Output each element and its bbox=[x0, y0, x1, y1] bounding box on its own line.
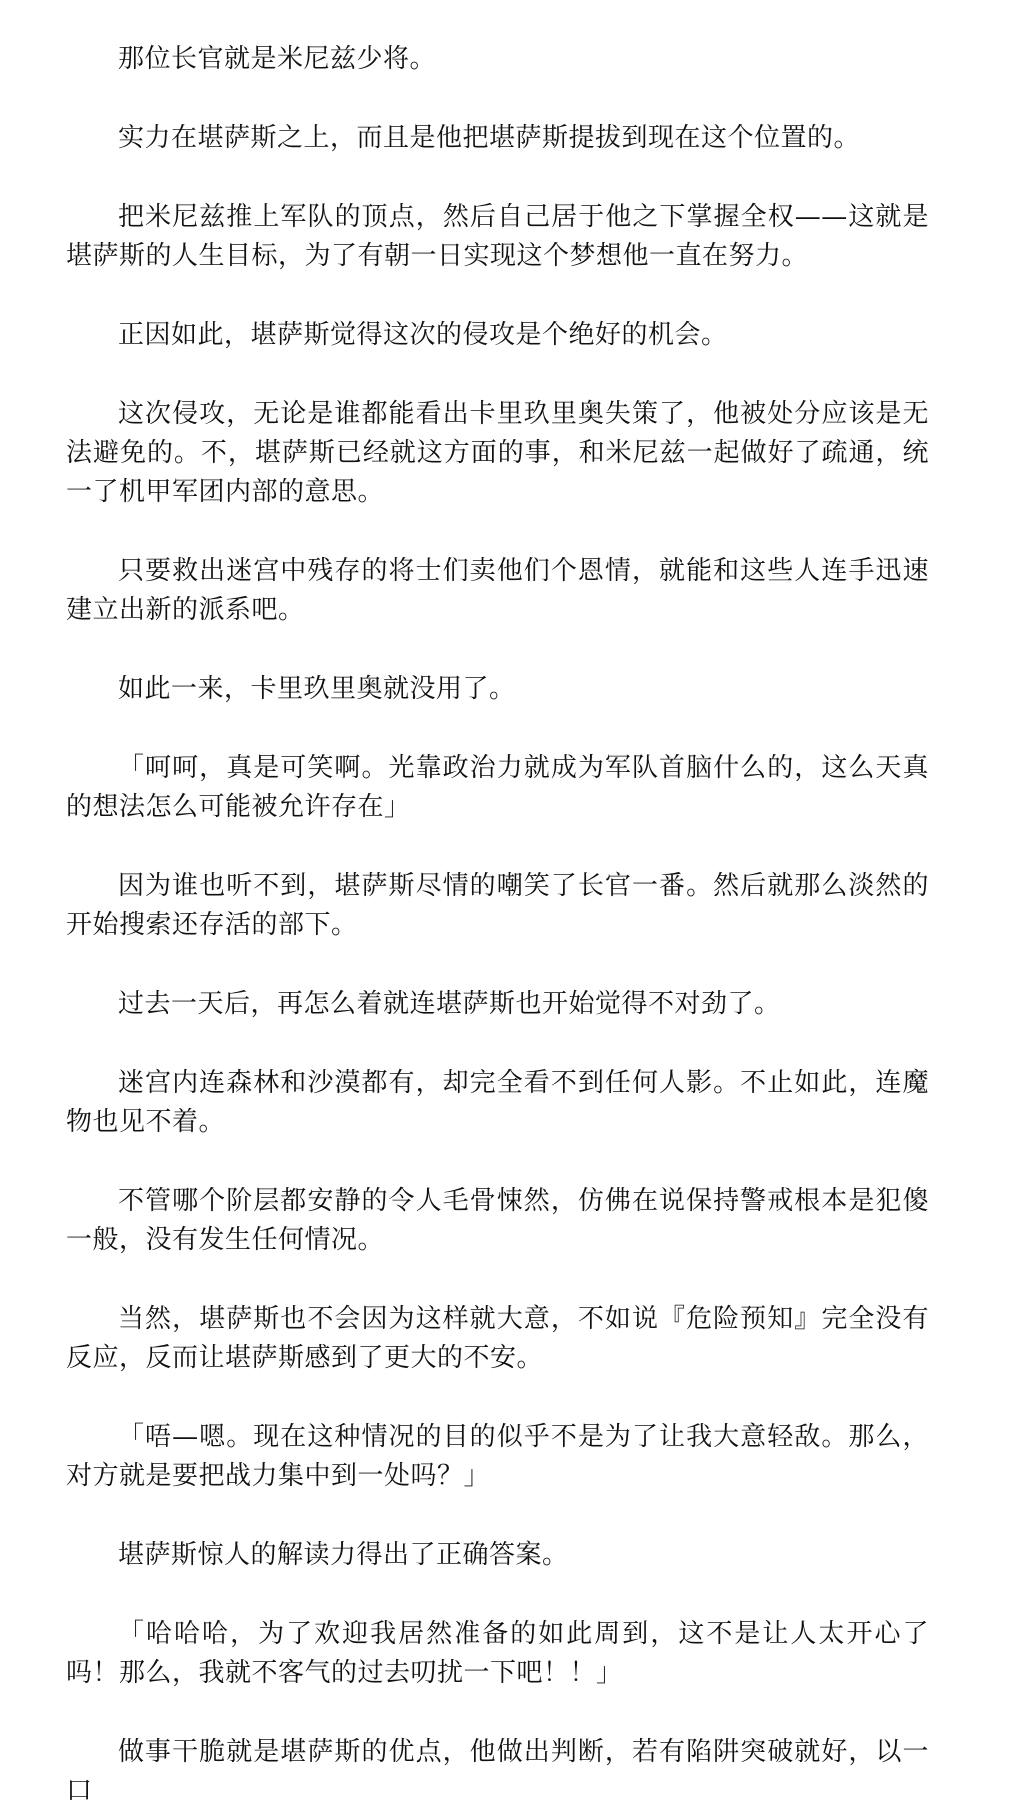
paragraph-8: 「呵呵，真是可笑啊。光靠政治力就成为军队首脑什么的，这么天真的想法怎么可能被允许存在」 bbox=[66, 753, 929, 822]
paragraph-2: 实力在堪萨斯之上，而且是他把堪萨斯提拔到现在这个位置的。 bbox=[118, 123, 861, 153]
paragraph-16: 「哈哈哈，为了欢迎我居然准备的如此周到，这不是让人太开心了吗！那么，我就不客气的过去叨扰一下吧！！」 bbox=[66, 1619, 929, 1688]
paragraph-3: 把米尼兹推上军队的顶点，然后自己居于他之下掌握全权——这就是堪萨斯的人生目标，为了有朝一日实现这个梦想他一直在努力。 bbox=[66, 202, 929, 271]
paragraph-9: 因为谁也听不到，堪萨斯尽情的嘲笑了长官一番。然后就那么淡然的开始搜索还存活的部下。 bbox=[66, 871, 929, 940]
paragraph-17: 做事干脆就是堪萨斯的优点，他做出判断，若有陷阱突破就好，以一口 bbox=[66, 1737, 929, 1806]
paragraph-10: 过去一天后，再怎么着就连堪萨斯也开始觉得不对劲了。 bbox=[118, 989, 781, 1019]
paragraph-11: 迷宫内连森林和沙漠都有，却完全看不到任何人影。不止如此，连魔物也见不着。 bbox=[66, 1068, 929, 1137]
paragraph-5: 这次侵攻，无论是谁都能看出卡里玖里奥失策了，他被处分应该是无法避免的。不，堪萨斯已经就这方面的事，和米尼兹一起做好了疏通，统一了机甲军团内部的意思。 bbox=[66, 399, 929, 507]
paragraph-15: 堪萨斯惊人的解读力得出了正确答案。 bbox=[118, 1540, 569, 1570]
paragraph-14: 「唔—嗯。现在这种情况的目的似乎不是为了让我大意轻敌。那么，对方就是要把战力集中到一处吗？」 bbox=[66, 1422, 929, 1491]
paragraph-4: 正因如此，堪萨斯觉得这次的侵攻是个绝好的机会。 bbox=[118, 320, 728, 350]
paragraph-13: 当然，堪萨斯也不会因为这样就大意，不如说『危险预知』完全没有反应，反而让堪萨斯感到了更大的不安。 bbox=[66, 1304, 929, 1373]
paragraph-12: 不管哪个阶层都安静的令人毛骨悚然，仿佛在说保持警戒根本是犯傻一般，没有发生任何情况。 bbox=[66, 1186, 929, 1255]
paragraph-7: 如此一来，卡里玖里奥就没用了。 bbox=[118, 674, 516, 704]
paragraph-1: 那位长官就是米尼兹少将。 bbox=[118, 44, 437, 74]
paragraph-6: 只要救出迷宫中残存的将士们卖他们个恩情，就能和这些人连手迅速建立出新的派系吧。 bbox=[66, 556, 929, 625]
